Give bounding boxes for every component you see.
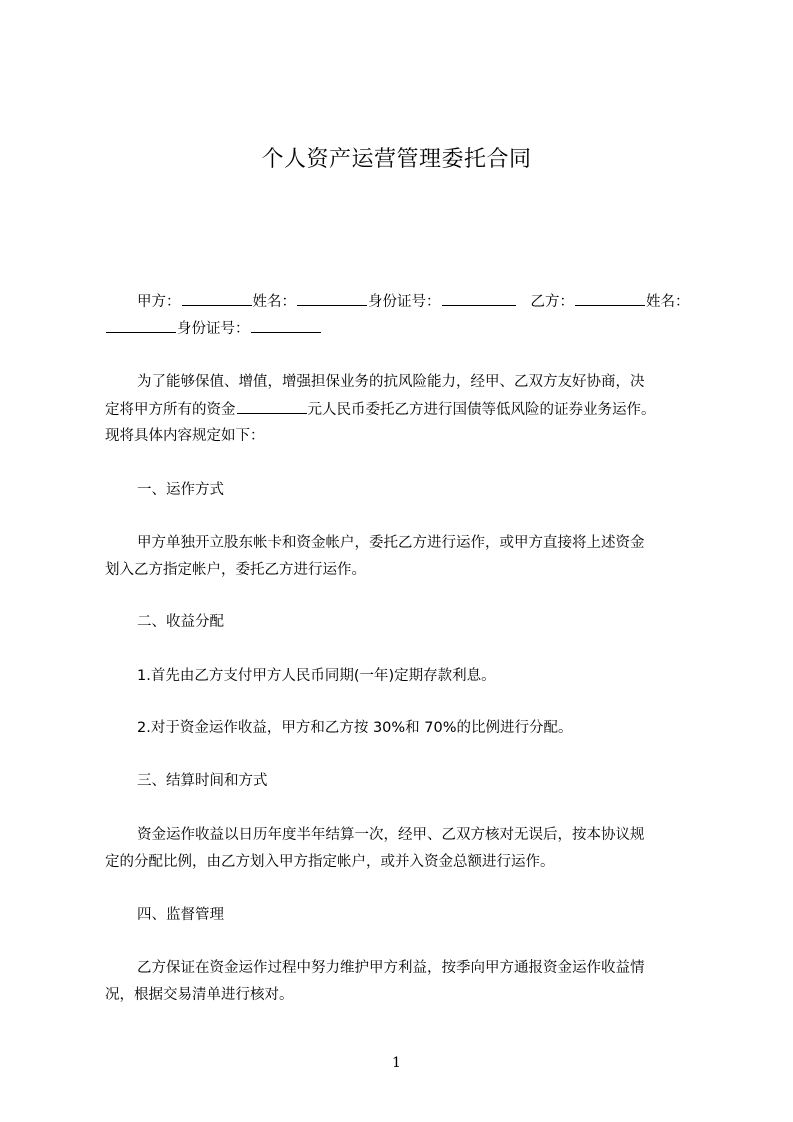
- intro-line-1: 为了能够保值、增值，增强担保业务的抗风险能力，经甲、乙双方友好协商，决: [137, 374, 645, 390]
- section-heading: 一、运作方式: [137, 482, 224, 498]
- party-a-name-label: 姓名：: [252, 294, 296, 310]
- section-text-line: 定的分配比例，由乙方划入甲方指定帐户，或并入资金总额进行运作。: [105, 854, 555, 870]
- party-b-name-blank: [106, 318, 176, 333]
- list-item: 1.首先由乙方支付甲方人民币同期(一年)定期存款利息。: [137, 668, 496, 684]
- page-number: 1: [392, 1055, 401, 1071]
- party-b-id-blank: [251, 318, 321, 333]
- intro-line-2-start: 定将甲方所有的资金: [105, 402, 236, 418]
- party-b-id-label: 身份证号：: [177, 321, 250, 337]
- intro-line-2-end: 元人民币委托乙方进行国债等低风险的证券业务运作。: [307, 402, 656, 418]
- party-a-label: 甲方：: [137, 294, 181, 310]
- party-b-blank: [575, 291, 645, 306]
- parties-line-1: [137, 291, 705, 312]
- section-text-line: 资金运作收益以日历年度半年结算一次，经甲、乙双方核对无误后，按本协议规: [137, 827, 645, 843]
- party-a-name-blank: [297, 291, 367, 306]
- intro-line-2: [105, 399, 705, 420]
- section-text-line: 况，根据交易清单进行核对。: [105, 987, 294, 1003]
- section-heading: 三、结算时间和方式: [137, 773, 268, 789]
- party-a-blank: [182, 291, 252, 306]
- section-text-line: 甲方单独开立股东帐卡和资金帐户，委托乙方进行运作，或甲方直接将上述资金: [137, 535, 645, 551]
- party-a-id-label: 身份证号：: [368, 294, 441, 310]
- party-b-name-label: 姓名：: [646, 294, 690, 310]
- parties-line-2: [105, 318, 705, 339]
- section-heading: 四、监督管理: [137, 907, 224, 923]
- section-text-line: 划入乙方指定帐户，委托乙方进行运作。: [105, 562, 366, 578]
- list-item: 2.对于资金运作收益，甲方和乙方按 30%和 70%的比例进行分配。: [137, 720, 573, 736]
- party-a-id-blank: [442, 291, 516, 306]
- document-title: 个人资产运营管理委托合同: [261, 147, 532, 172]
- intro-line-3: 现将具体内容规定如下：: [105, 428, 265, 444]
- section-text-line: 乙方保证在资金运作过程中努力维护甲方利益，按季向甲方通报资金运作收益情: [137, 960, 645, 976]
- section-heading: 二、收益分配: [137, 614, 224, 630]
- party-b-label: 乙方：: [530, 294, 574, 310]
- amount-blank: [237, 399, 307, 414]
